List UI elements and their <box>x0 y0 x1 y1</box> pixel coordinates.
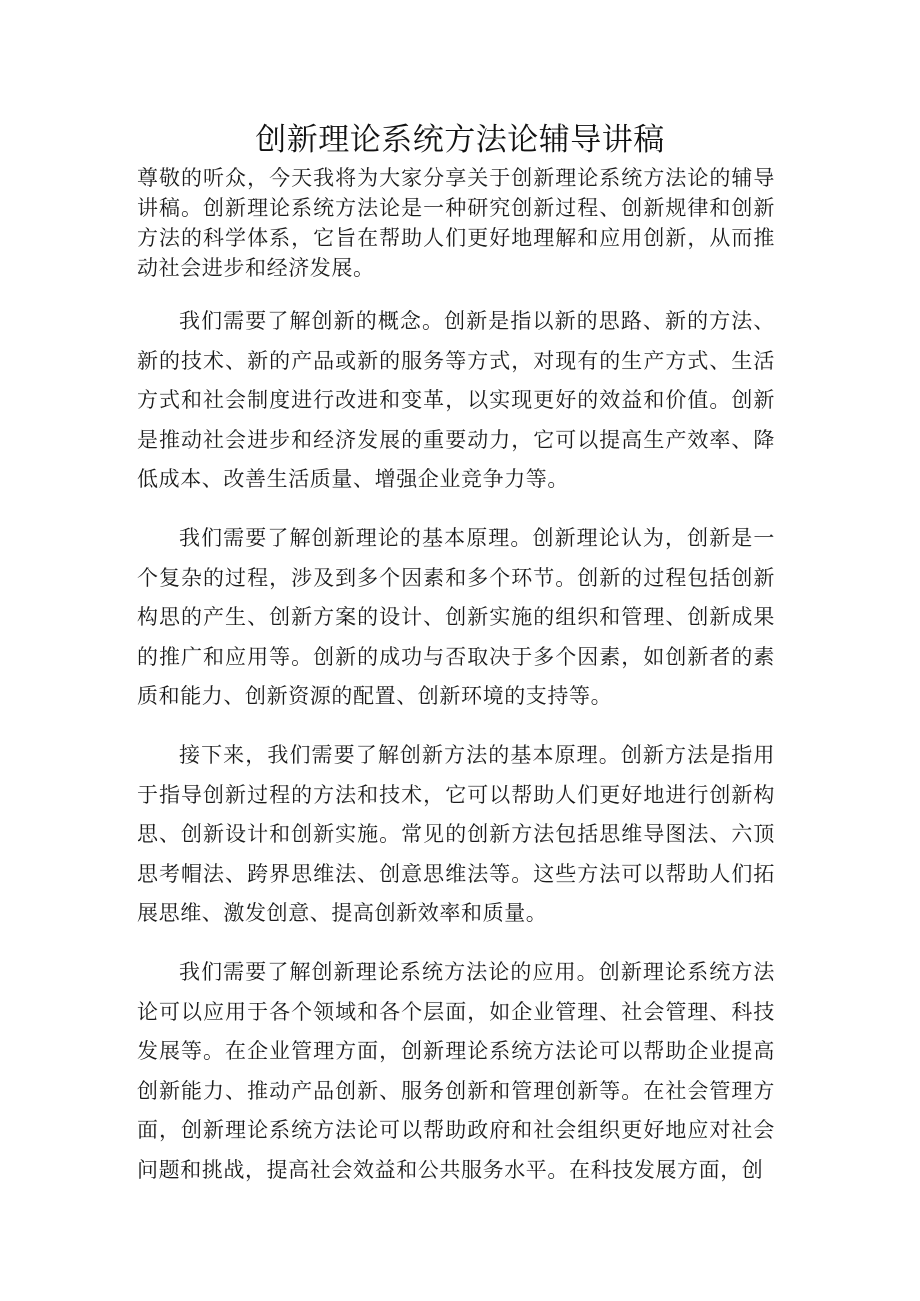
document-title: 创新理论系统方法论辅导讲稿 <box>255 122 665 158</box>
document-body <box>137 163 775 1190</box>
paragraph-application: 我们需要了解创新理论系统方法论的应用。创新理论系统方法论可以应用于各个领域和各个层面，如企业管理、社会管理、科技发展等。在企业管理方面，创新理论系统方法论可以帮助企业提高创新能力、推动产品创新、服务创新和管理创新等。在社会管理方面，创新理论系统方法论可以帮助政府和社会组织更好地应对社会问题和挑战，提高社会效益和公共服务水平。在科技发展方面，创 <box>137 959 775 1182</box>
paragraph-theory-principles: 我们需要了解创新理论的基本原理。创新理论认为，创新是一个复杂的过程，涉及到多个因素和多个环节。创新的过程包括创新构思的产生、创新方案的设计、创新实施的组织和管理、创新成果的推广和应用等。创新的成功与否取决于多个因素，如创新者的素质和能力、创新资源的配置、创新环境的支持等。 <box>137 525 775 709</box>
paragraph-method-principles: 接下来，我们需要了解创新方法的基本原理。创新方法是指用于指导创新过程的方法和技术，它可以帮助人们更好地进行创新构思、创新设计和创新实施。常见的创新方法包括思维导图法、六顶思考帽法、跨界思维法、创意思维法等。这些方法可以帮助人们拓展思维、激发创意、提高创新效率和质量。 <box>137 742 775 926</box>
intro-paragraph: 尊敬的听众，今天我将为大家分享关于创新理论系统方法论的辅导讲稿。创新理论系统方法论是一种研究创新过程、创新规律和创新方法的科学体系，它旨在帮助人们更好地理解和应用创新，从而推动社会进步和经济发展。 <box>137 166 775 280</box>
paragraph-concept: 我们需要了解创新的概念。创新是指以新的思路、新的方法、新的技术、新的产品或新的服务等方式，对现有的生产方式、生活方式和社会制度进行改进和变革，以实现更好的效益和价值。创新是推动社会进步和经济发展的重要动力，它可以提高生产效率、降低成本、改善生活质量、增强企业竞争力等。 <box>137 309 775 492</box>
